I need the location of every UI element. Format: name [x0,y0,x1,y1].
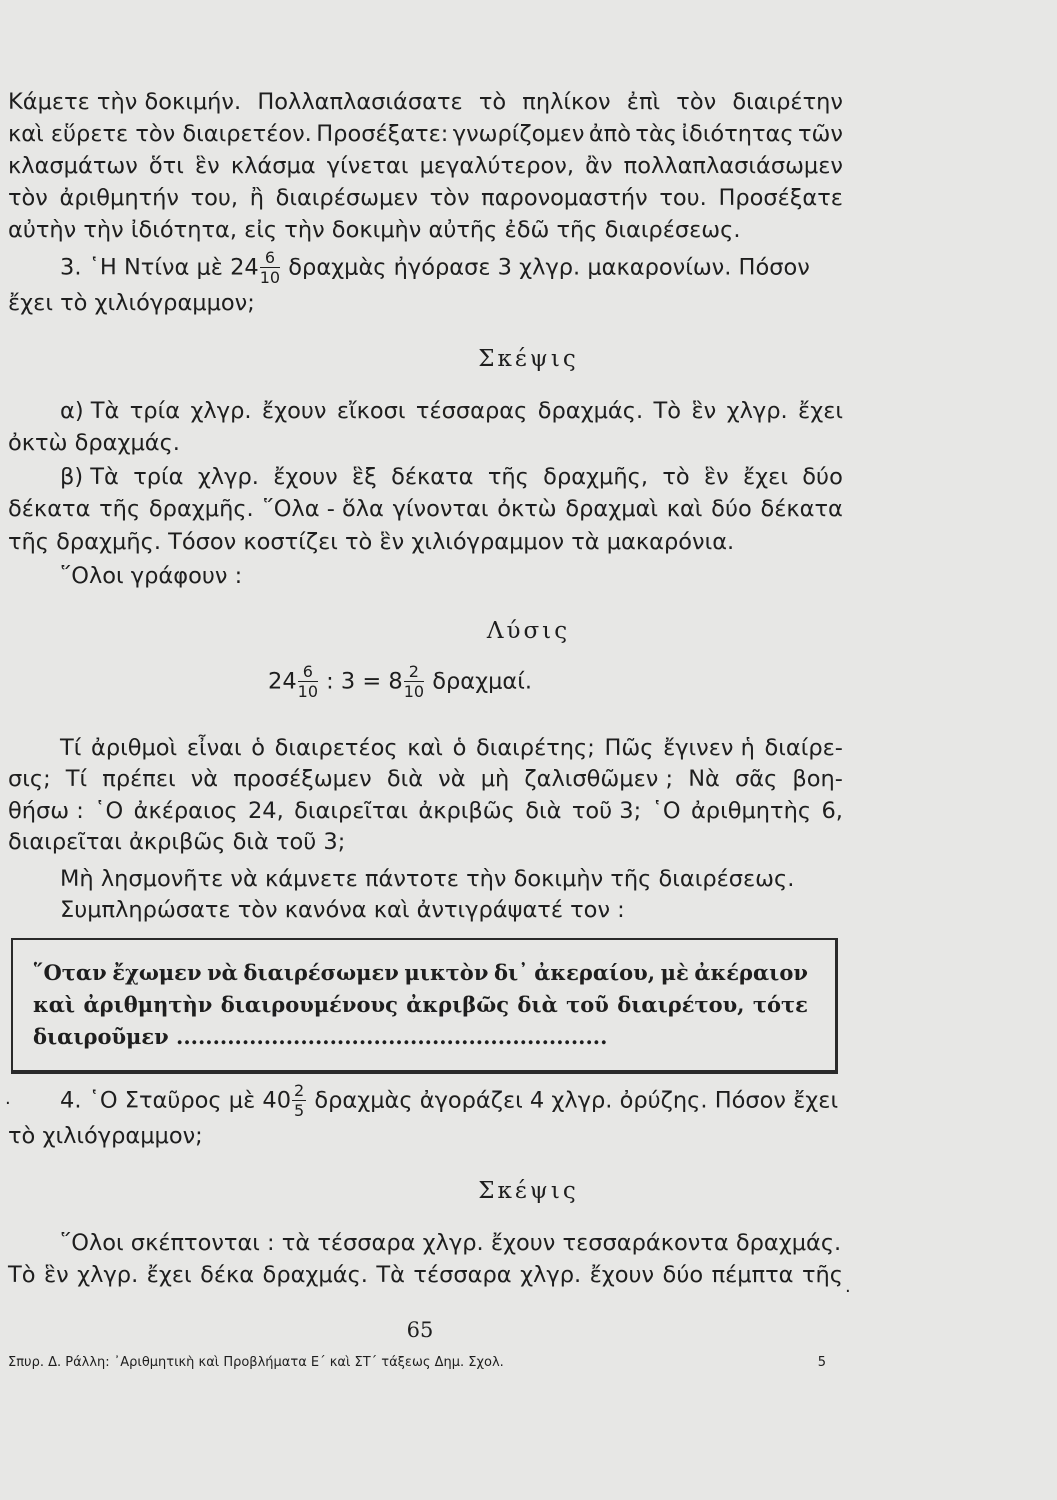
text-line [8,796,843,826]
word: ἀκριβῶς [406,992,510,1017]
word: τὸν [429,185,470,211]
word: τῶν [798,121,843,147]
word: διαιρεῖται [294,798,409,824]
word: τὸ [662,464,690,490]
rule-line [33,990,808,1020]
word: χλγρ. [520,1262,582,1288]
word: εἴκοσι [336,398,406,424]
word: τέσσαρα [413,1262,512,1288]
footer-citation: Σπυρ. Δ. Ράλλη: ᾽Αριθμητικὴ καὶ Προβλήματα Ε΄ καὶ ΣΤ΄ τάξεως Δημ. Σχολ. [8,1355,504,1370]
text-line: τῆς δραχμῆς. Τόσον κοστίζει τὸ ἓν χιλιόγραμμον τὰ μακαρόνια. [8,529,735,555]
word: τὰς [635,121,678,147]
word: δύο [711,496,752,522]
word: 6, [821,798,843,824]
problem-3-question: δραχμὰς ἠγόρασε 3 χλγρ. μακαρονίων. Πόσον [288,254,810,281]
word: διαιρετέος [274,735,398,761]
text-line [8,151,843,181]
word: δραχμάς. [537,398,644,424]
footer [8,1355,826,1370]
text-line [8,87,843,117]
word: β) Τὰ [60,464,119,490]
text-line: ῞Ολοι σκέπτονται : τὰ τέσσαρα χλγρ. ἔχουν τεσσαράκοντα δραχμάς. [60,1230,842,1256]
rule-line: διαιροῦμεν ........................................................... [33,1024,608,1049]
word: δέκα [200,1262,255,1288]
word: Προσέξατε: [316,121,449,147]
word: ἀριθμητὴν [83,992,213,1017]
word: χλγρ. [726,398,788,424]
text-line [8,396,843,426]
word: ἔχουν [261,398,327,424]
word: ἂν [585,153,613,179]
word: του, [190,185,239,211]
text-line [8,462,843,492]
solution-equation: 24 $\frac{6}{10}$ : 3 = 8 $\frac{2}{10}$ δραχμαί. [268,662,532,701]
word: καὶ [407,735,443,761]
word: δραχμῆς. [148,496,254,522]
word: ῾Ο [651,798,681,824]
word: τὸν [676,89,717,115]
text-line [8,1260,843,1290]
word: τῆς [99,496,141,522]
text-line [8,764,843,794]
word: δι᾽ [493,960,529,985]
word: ὁ [452,735,467,761]
fraction: $\frac{2}{5}$ [294,1081,305,1120]
word: διαιρέσωμεν [275,185,419,211]
text-line: τὸ χιλιόγραμμον; [8,1123,203,1149]
word: του. [659,185,707,211]
word: γίνεται [326,153,409,179]
word: Τὸ [8,1262,36,1288]
word: δύο [802,464,843,490]
word: τοῦ [566,992,609,1017]
word: νὰ [438,766,466,792]
word: Τὰ [376,1262,405,1288]
word: ἔχει [798,398,843,424]
text-line: ῞Ολοι γράφουν : [60,563,243,589]
word: ἓξ [352,464,377,490]
word: Τί [60,735,82,761]
word: Τὸ [653,398,682,424]
word: δραχμῆς, [543,464,648,490]
margin-dot: . [845,1276,851,1297]
text-line [8,119,843,149]
word: μὴ [480,766,510,792]
word: ῾Ο [94,798,124,824]
word: ὅτι [148,153,184,179]
word: δέκατα [391,464,474,490]
word: διαιρουμένους [220,992,398,1017]
problem-4: 4. ῾Ο Σταῦρος μὲ 40 $\frac{2}{5}$ δραχμὰς ἀγοράζει 4 χλγρ. ὀρύζης. Πόσον ἔχει [60,1081,839,1120]
word: ἓν [703,464,729,490]
word: ἔγινεν ἡ [663,735,755,761]
heading-lysis: Λύσις [486,618,571,644]
word: νὰ [190,766,219,792]
word: τὸ [478,89,507,115]
word: σᾶς [734,766,778,792]
word: πηλίκον [522,89,611,115]
word: κλάσμα [230,153,316,179]
word: ῞Ολα - ὅλα [262,496,384,522]
word: δέκατα [760,496,843,522]
word: ἢ [249,185,264,211]
word: πρέπει [102,766,176,792]
text-line [8,183,843,213]
word: βοη- [792,766,843,792]
word: ἀριθμητὴς [690,798,812,824]
word: τρία [129,398,181,424]
word: τότε [752,992,808,1017]
word: τῆς [487,464,529,490]
word: τοῦ 3; [571,798,642,824]
word: διαιρέτης; [475,735,595,761]
word: κλασμάτων [8,153,138,179]
word: Προσέξατε [718,185,843,211]
word: τῆς [801,1262,843,1288]
word: μικτὸν [404,960,489,985]
word: πέμπτα [711,1262,794,1288]
word: ἀκριβῶς [418,798,515,824]
word: Πῶς [604,735,654,761]
rule-line [33,958,808,988]
footer-signature: 5 [817,1355,826,1370]
word: ἀκέραιος [133,798,238,824]
word: α) Τὰ [60,398,120,424]
word: ἀκέραιον [694,960,808,985]
word: ῞Οταν [33,960,107,985]
word: ὁ [251,735,266,761]
word: διαιρέτου, [617,992,745,1017]
heading-skepsis: Σκέψις [478,1178,579,1204]
text-line: ὀκτὼ δραχμάς. [8,430,180,456]
fraction: $\frac{6}{10}$ [297,662,318,701]
margin-dot: . [5,1088,11,1109]
word: Τί [65,766,88,792]
text-line: Συμπληρώσατε τὸν κανόνα καὶ ἀντιγράψατέ τον : [60,897,625,923]
text-line [8,733,843,763]
word: θήσω : [8,798,84,824]
word: καὶ [33,992,76,1017]
word: σις; [8,766,51,792]
heading-skepsis: Σκέψις [478,346,579,372]
text-line: Μὴ λησμονῆτε νὰ κάμνετε πάντοτε τὴν δοκιμὴν τῆς διαιρέσεως. [60,866,795,892]
word: δραχμάς. [262,1262,368,1288]
word: ἐπὶ [626,89,661,115]
word: ἔχει [146,1262,192,1288]
word: μεγαλύτερον, [419,153,574,179]
word: ἔχουν [273,464,338,490]
word: διαιρέσωμεν [243,960,399,985]
word: ἀπὸ [588,121,631,147]
problem-3 [8,250,843,286]
problem-3-intro: 3. ῾Η Ντίνα μὲ 24 [60,254,259,281]
word: ζαλισθῶμεν ; [524,766,674,792]
word: μὲ [660,960,689,985]
word: Νὰ [688,766,720,792]
word: πολλαπλασιάσωμεν [623,153,843,179]
word: διὰ [386,766,424,792]
word: δύο [662,1262,704,1288]
word: γνωρίζομεν [452,121,585,147]
word: νὰ [207,960,238,985]
text-line: αὐτὴν τὴν ἰδιότητα, εἰς τὴν δοκιμὴν αὐτῆς ἐδῶ τῆς διαιρέσεως. [8,217,741,243]
word: τέσσαρας [415,398,528,424]
word: ἔχουν [589,1262,655,1288]
word: ἀριθμοὶ [90,735,178,761]
word: Κάμετε τὴν δοκιμήν. [8,89,242,115]
word: ἀριθμητήν [59,185,179,211]
word: δέκατα [8,496,91,522]
word: ἀκεραίου, [534,960,656,985]
word: Πολλαπλασιάσατε [257,89,463,115]
word: καὶ [666,496,703,522]
text-line: ἔχει τὸ χιλιόγραμμον; [8,290,255,316]
word: διὰ [525,798,562,824]
word: τὸν [8,185,48,211]
word: ἓν [691,398,717,424]
word: ἓν [43,1262,69,1288]
page-number: 65 [406,1318,434,1342]
word: χλγρ. [197,464,259,490]
word: ἓν [194,153,220,179]
word: ἰδιότητας [681,121,794,147]
word: χλγρ. [77,1262,139,1288]
word: διὰ [517,992,558,1017]
text-line [8,494,843,524]
text-line: διαιρεῖται ἀκριβῶς διὰ τοῦ 3; [8,829,346,855]
fraction: $\frac{6}{10}$ [259,248,281,287]
word: γίνονται [392,496,489,522]
fraction: $\frac{2}{10}$ [403,662,425,701]
word: εἶναι [186,735,242,761]
word: διαίρε- [764,735,843,761]
word: ἔχει [743,464,788,490]
word: προσέξωμεν [233,766,372,792]
word: παρονομαστήν [481,185,648,211]
word: 24, [247,798,284,824]
word: χλγρ. [190,398,252,424]
word: τρία [133,464,184,490]
word: καὶ εὕρετε τὸν διαιρετέον. [8,121,312,147]
word: ὀκτὼ [497,496,557,522]
word: διαιρέτην [732,89,843,115]
word: ἔχωμεν [112,960,202,985]
word: δραχμαὶ [565,496,658,522]
